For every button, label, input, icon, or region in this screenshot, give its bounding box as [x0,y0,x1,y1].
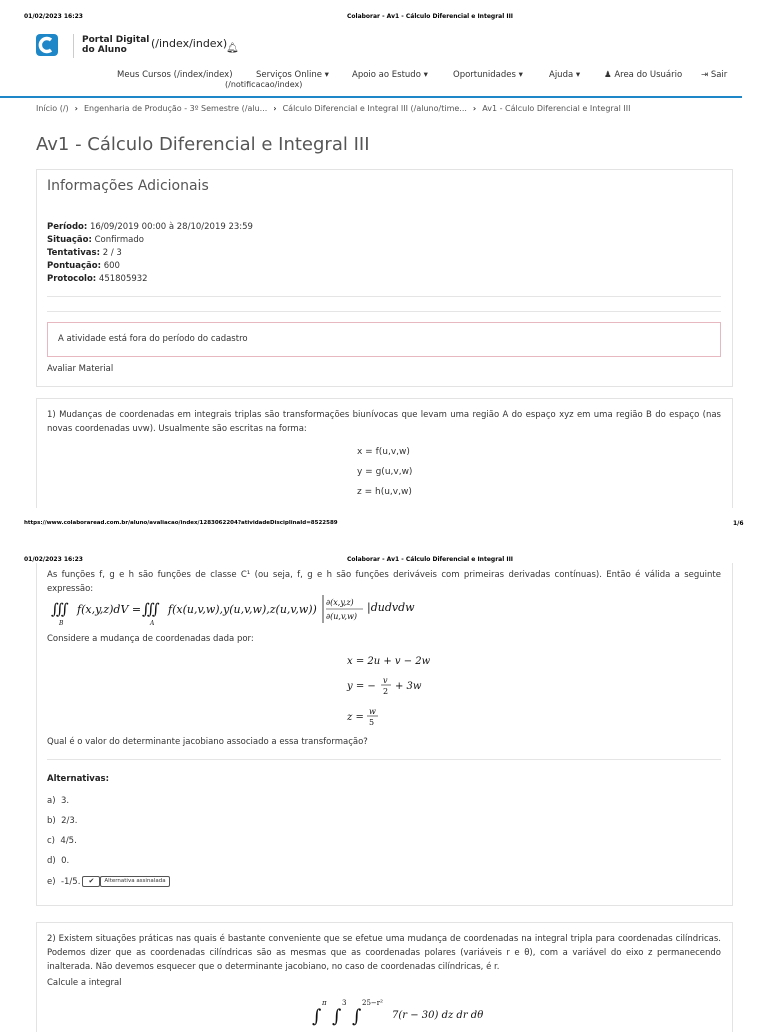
svg-text:z =: z = [347,712,364,723]
chevron-right-icon: › [472,104,477,113]
divider [47,759,721,760]
nav-meus-cursos[interactable]: Meus Cursos (/index/index) [117,70,233,80]
svg-text:f(x,y,z)dV =: f(x,y,z)dV = [77,603,142,616]
svg-text:∂(x,y,z): ∂(x,y,z) [326,598,354,607]
brand-link[interactable]: (/index/index) [151,37,228,50]
svg-text:π: π [322,999,327,1007]
caret-down-icon: ▾ [423,70,428,80]
svg-text:∭: ∭ [51,600,69,618]
question-2-calc: Calcule a integral [47,978,122,988]
svg-text:∫: ∫ [352,1006,362,1027]
caret-down-icon: ▾ [575,70,581,80]
alternative-a[interactable]: a) 3. [47,796,70,806]
user-icon: ♟ [604,70,612,80]
caret-down-icon: ▾ [324,70,329,80]
question-1-functions-text: As funções f, g e h são funções de classe C¹ (ou seja, f, g e h são funções deriváveis com primeiras derivadas contínuas). Então é válida a seguinte expressão: [47,570,721,594]
svg-text:w: w [369,707,376,716]
question-1-consider: Considere a mudança de coordenadas dada por: [47,634,254,644]
nav-apoio-estudo[interactable]: Apoio ao Estudo ▾ [352,70,428,80]
alert-out-of-period: A atividade está fora do período do cadastro [47,322,721,357]
jacobian-formula [47,590,367,628]
info-periodo: Período: 16/09/2019 00:00 à 28/10/2019 23:59 [47,222,253,232]
svg-text:A: A [150,620,155,627]
question-2-intro: 2) Existem situações práticas nas quais é bastante conveniente que se efetue uma mudança de coordenadas na integral tripla para coordenadas cilíndricas. Podemos dizer que as coordenadas cilíndricas são as mesmas que as coordenadas polares (variáveis r e θ), com a variável do eixo z permanecendo inalterada. Não devemos esquecer que o determinante jacobiano, no caso de coordenadas cilíndricas, é r. [47,934,721,972]
svg-text:v: v [383,676,388,685]
nav-notificacao-link[interactable]: (/notificacao/index) [225,80,303,89]
svg-text:∭: ∭ [142,600,160,618]
alternative-b[interactable]: b) 2/3. [47,816,78,826]
alternative-c[interactable]: c) 4/5. [47,836,77,846]
nav-divider [0,96,742,98]
question-1-prompt: Qual é o valor do determinante jacobiano associado a essa transformação? [47,737,368,747]
svg-text:f(x(u,v,w),y(u,v,w),z(u,v,w)): f(x(u,v,w),y(u,v,w),z(u,v,w)) [168,603,317,616]
bell-icon[interactable]: 🔔︎ [226,43,239,54]
question-1-intro: 1) Mudanças de coordenadas em integrais triplas são transformações biunívocas que levam uma região A do espaço xyz em uma região B do espaço (nas novas coordenadas uvw). Usualmente são escritas na forma: [47,410,721,434]
svg-text:7(r − 30) dz dr dθ: 7(r − 30) dz dr dθ [392,1010,484,1021]
breadcrumb-disciplina[interactable]: Cálculo Diferencial e Integral III (/aluno/time... [282,104,467,113]
svg-text:∫: ∫ [332,1006,342,1027]
info-pontuacao: Pontuação: 600 [47,261,120,271]
svg-text:5: 5 [369,718,375,727]
nav-oportunidades[interactable]: Oportunidades ▾ [453,70,523,80]
info-tentativas: Tentativas: 2 / 3 [47,248,122,258]
breadcrumb [36,104,630,113]
breadcrumb-inicio[interactable]: Início (/) [36,104,69,113]
chevron-right-icon: › [74,104,78,113]
alternative-e[interactable]: e) -1/5. ✔ Alternativa assinalada [47,876,170,887]
svg-text:25−r²: 25−r² [362,999,383,1007]
nav-servicos-online[interactable]: Serviços Online ▾ [256,70,329,80]
svg-text:y = −: y = − [347,681,376,692]
jacobian-formula-tail: |dudvdw [367,601,415,614]
transformation-equations [347,652,467,728]
print-doc-title: Colaborar - Av1 - Cálculo Diferencial e Integral III [347,13,514,20]
print-url: https://www.colaboraread.com.br/aluno/avaliacao/index/1283062204?atividadeDisciplinaId=8522589 [24,520,338,526]
logout-icon: ⇥ [701,70,709,80]
svg-text:+ 3w: + 3w [395,681,422,692]
svg-text:3: 3 [342,999,347,1007]
svg-text:x = 2u + v − 2w: x = 2u + v − 2w [347,656,431,667]
breadcrumb-atividade: Av1 - Cálculo Diferencial e Integral III [482,104,631,113]
print-page-number: 1/6 [733,520,744,527]
divider [47,296,721,297]
equation-z: z = h(u,v,w) [357,487,412,497]
marked-alternative-badge: Alternativa assinalada [100,876,169,887]
alternative-d[interactable]: d) 0. [47,856,70,866]
page-title: Av1 - Cálculo Diferencial e Integral III [36,134,370,155]
avaliar-material-link[interactable]: Avaliar Material [47,364,114,374]
brand-name[interactable]: Portal Digital do Aluno [82,35,150,55]
brand-divider [73,34,74,58]
triple-integral-formula [312,996,484,1027]
chevron-right-icon: › [273,104,277,113]
svg-text:∂(u,v,w): ∂(u,v,w) [326,612,358,621]
equation-y: y = g(u,v,w) [357,467,413,477]
svg-text:B: B [59,620,64,627]
alternatives-label: Alternativas: [47,774,110,784]
nav-sair[interactable]: ⇥ Sair [701,70,728,80]
info-situacao: Situação: Confirmado [47,235,144,245]
nav-ajuda[interactable]: Ajuda ▾ [549,70,581,80]
print-datetime: 01/02/2023 16:23 [24,13,83,20]
equation-x: x = f(u,v,w) [357,447,410,457]
divider [47,311,721,312]
check-icon: ✔ [82,876,100,887]
print-doc-title: Colaborar - Av1 - Cálculo Diferencial e Integral III [347,556,514,563]
info-protocolo: Protocolo: 451805932 [47,274,148,284]
breadcrumb-curso[interactable]: Engenharia de Produção - 3º Semestre (/alu... [83,104,268,113]
logo-icon[interactable] [36,34,58,56]
svg-text:∫: ∫ [312,1006,322,1027]
nav-area-usuario[interactable]: ♟ Area do Usuário [604,70,683,80]
svg-text:2: 2 [383,687,389,696]
caret-down-icon: ▾ [518,70,523,80]
info-title: Informações Adicionais [47,178,209,194]
print-datetime: 01/02/2023 16:23 [24,556,83,563]
